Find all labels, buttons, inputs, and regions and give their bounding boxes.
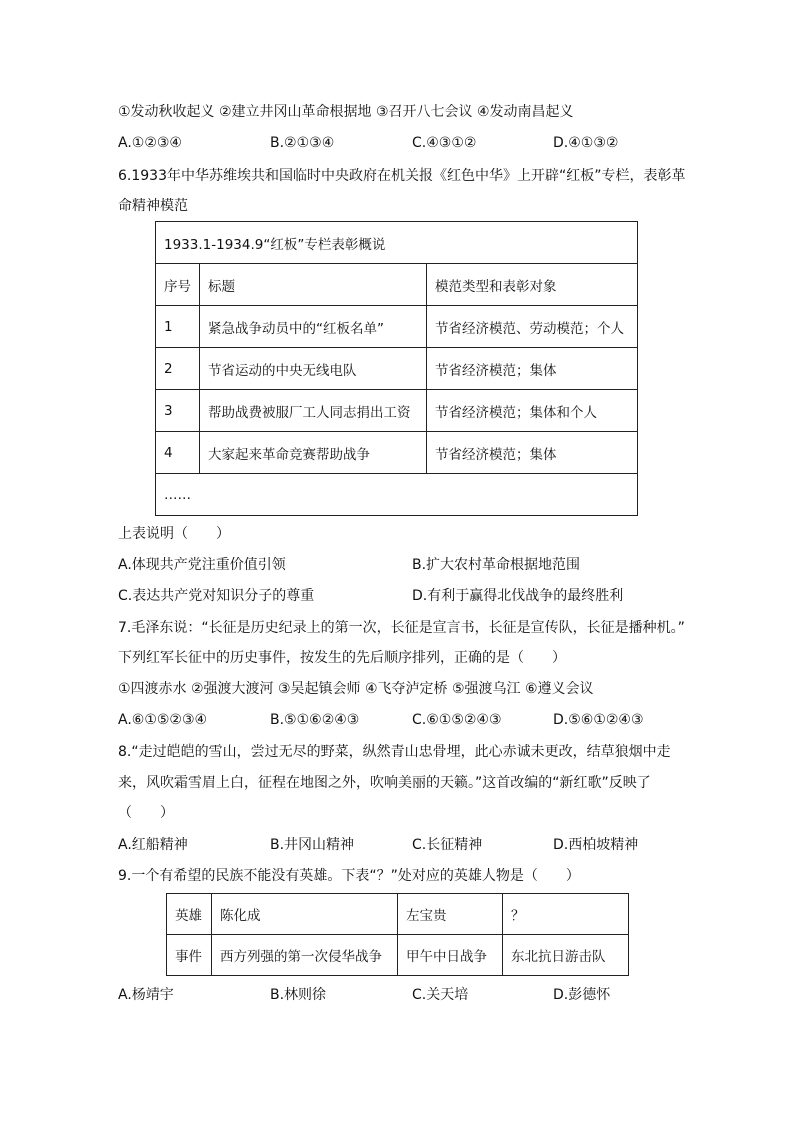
q9-option-d: D.彭德怀 (553, 987, 611, 1003)
q9-option-c: C.关天培 (412, 987, 469, 1003)
q9-option-a: A.杨靖宇 (118, 987, 174, 1003)
q5-items: ①发动秋收起义 ②建立井冈山革命根据地 ③召开八七会议 ④发动南昌起义 (118, 104, 574, 120)
q6-cell: 大家起来革命竞赛帮助战争 (200, 432, 427, 474)
q8-option-a: A.红船精神 (118, 837, 188, 853)
q5-option-b: B.②①③④ (270, 135, 335, 151)
q6-option-d: D.有利于赢得北伐战争的最终胜利 (412, 588, 624, 604)
q6-header-index: 序号 (156, 264, 200, 306)
q6-prompt: 上表说明（ ） (118, 526, 230, 542)
q9-cell: 英雄 (167, 894, 212, 935)
q9-stem: 9.一个有希望的民族不能没有英雄。下表“？”处对应的英雄人物是（ ） (118, 868, 580, 884)
q6-table-header-row (156, 264, 638, 306)
q6-cell: 紧急战争动员中的“红板名单” (200, 306, 427, 348)
table-row (156, 390, 638, 432)
q8-stem-line1: 8.“走过皑皑的雪山，尝过无尽的野菜，纵然青山忠骨埋，此心赤诚未更改，结草狼烟中走 (118, 744, 671, 760)
q6-cell: 3 (156, 390, 200, 432)
q7-items: ①四渡赤水 ②强渡大渡河 ③吴起镇会师 ④飞夺泸定桥 ⑤强渡乌江 ⑥遵义会议 (118, 681, 594, 697)
q9-cell: 事件 (167, 935, 212, 976)
table-row (156, 432, 638, 474)
q9-option-b: B.林则徐 (270, 987, 327, 1003)
q6-cell: 帮助战费被服厂工人同志捐出工资 (200, 390, 427, 432)
q6-option-a: A.体现共产党注重价值引领 (118, 557, 286, 573)
q9-cell: 东北抗日游击队 (503, 935, 629, 976)
table-row (167, 894, 629, 935)
q6-cell: 节省经济模范；集体 (427, 348, 638, 390)
q9-cell: 陈化成 (212, 894, 398, 935)
table-row (156, 348, 638, 390)
q5-option-d: D.④①③② (553, 135, 619, 151)
q6-cell: 2 (156, 348, 200, 390)
q8-option-c: C.长征精神 (412, 837, 483, 853)
q8-stem-line2: 来，风吹霜雪眉上白，征程在地图之外，吹响美丽的天籁。”这首改编的“新红歌”反映了 (118, 775, 651, 791)
q9-cell: 左宝贵 (398, 894, 503, 935)
q9-cell: 甲午中日战争 (398, 935, 503, 976)
q7-stem-line2: 下列红军长征中的历史事件，按发生的先后顺序排列，正确的是（ ） (118, 650, 566, 666)
q6-cell: 节省经济模范；集体和个人 (427, 390, 638, 432)
q6-header-title: 标题 (200, 264, 427, 306)
q5-option-c: C.④③①② (412, 135, 477, 151)
q8-stem-line3: （ ） (118, 805, 174, 821)
q9-table (166, 893, 629, 976)
q6-table-title: 1933.1-1934.9“红板”专栏表彰概说 (156, 222, 638, 264)
q6-option-b: B.扩大农村革命根据地范围 (412, 557, 581, 573)
table-row (156, 306, 638, 348)
table-row (167, 935, 629, 976)
q8-option-b: B.井冈山精神 (270, 837, 355, 853)
q6-header-type: 模范类型和表彰对象 (427, 264, 638, 306)
q7-stem-line1: 7.毛泽东说：“长征是历史纪录上的第一次，长征是宣言书，长征是宣传队，长征是播种机。” (118, 620, 685, 636)
q6-cell: 节省经济模范、劳动模范；个人 (427, 306, 638, 348)
q6-stem-line1: 6.1933年中华苏维埃共和国临时中央政府在机关报《红色中华》上开辟“红板”专栏，表彰革 (118, 168, 686, 184)
q7-option-c: C.⑥①⑤②④③ (412, 712, 502, 728)
q6-cell: 节省经济模范；集体 (427, 432, 638, 474)
q6-cell: 节省运动的中央无线电队 (200, 348, 427, 390)
q6-option-c: C.表达共产党对知识分子的尊重 (118, 588, 315, 604)
q9-cell: 西方列强的第一次侵华战争 (212, 935, 398, 976)
q7-option-d: D.⑤⑥①②④③ (553, 712, 644, 728)
q6-table (155, 221, 638, 516)
q5-option-a: A.①②③④ (118, 135, 182, 151)
q8-option-d: D.西柏坡精神 (553, 837, 639, 853)
q6-table-ellipsis: …… (156, 474, 638, 516)
q7-option-b: B.⑤①⑥②④③ (270, 712, 360, 728)
q7-option-a: A.⑥①⑤②③④ (118, 712, 208, 728)
q6-cell: 1 (156, 306, 200, 348)
q9-cell: ？ (503, 894, 629, 935)
q6-cell: 4 (156, 432, 200, 474)
q6-stem-line2: 命精神模范 (118, 198, 188, 214)
